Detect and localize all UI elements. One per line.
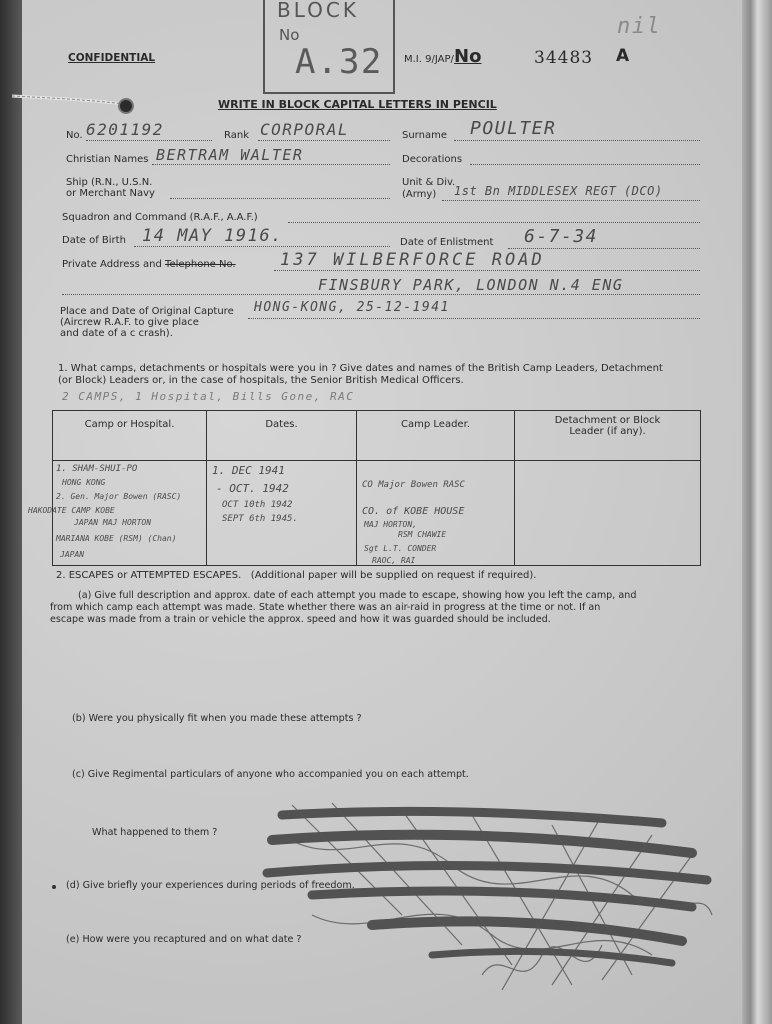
surname-value: POULTER [470, 118, 557, 139]
above-table-note: 2 CAMPS, 1 Hospital, Bills Gone, RAC [62, 390, 355, 403]
leader-entry: Sgt L.T. CONDER [364, 544, 437, 553]
camp-entry: HAKODATE CAMP KOBE [28, 506, 115, 515]
ship-line [170, 198, 390, 199]
leader-entry: MAJ HORTON, [364, 520, 417, 529]
christian-names-label: Christian Names [66, 154, 149, 165]
address-line1 [274, 270, 700, 271]
surname-line [454, 140, 700, 141]
section2-c: (c) Give Regimental particulars of anyone who accompanied you on each attempt. [72, 769, 469, 780]
date-entry: SEPT 6th 1945. [222, 514, 298, 524]
classification-label: CONFIDENTIAL [68, 52, 156, 64]
no-label: No. [66, 130, 83, 141]
address-value-line1: 137 WILBERFORCE ROAD [280, 250, 545, 270]
stamp-no-text: No [279, 26, 300, 44]
date-entry: 1. DEC 1941 [212, 464, 285, 477]
unit-label-line2: (Army) [402, 189, 437, 200]
christian-names-value: BERTRAM WALTER [156, 146, 304, 164]
section2-d: (d) Give briefly your experiences during periods of freedom. [66, 880, 355, 891]
squadron-line [288, 222, 700, 223]
unit-value: 1st Bn MIDDLESEX REGT (DCO) [454, 184, 663, 198]
form-number: 34483 [534, 48, 594, 68]
decorations-line [470, 164, 700, 165]
address-label-text: Private Address and [62, 259, 162, 270]
col-detachment-header: Detachment or Block Leader (if any). [515, 411, 701, 461]
dob-value: 14 MAY 1916. [142, 226, 283, 246]
decorations-label: Decorations [402, 154, 463, 165]
address-value-line2: FINSBURY PARK, LONDON N.4 ENG [318, 276, 624, 294]
capture-label-line1: Place and Date of Original Capture [60, 306, 234, 317]
date-entry: - OCT. 1942 [216, 482, 289, 495]
ship-label-line1: Ship (R.N., U.S.N. [66, 177, 153, 188]
telephone-label-struck: Telephone No. [165, 259, 236, 270]
stamp-block-text: BLOCK [277, 0, 359, 22]
camp-entry: HONG KONG [62, 478, 106, 487]
unit-line [442, 200, 700, 201]
punch-mark [52, 885, 56, 889]
camp-entry: 1. SHAM-SHUI-PO [56, 464, 138, 474]
section2-a-line2: from which camp each attempt was made. State whether there was an air-raid in progress at the time or not. If an [50, 602, 601, 613]
col-leader-header: Camp Leader. [357, 411, 515, 461]
section2-b: (b) Were you physically fit when you made these attempts ? [72, 713, 362, 724]
camps-table-row [53, 461, 701, 566]
dob-line [134, 246, 390, 247]
form-page [22, 0, 742, 1024]
ship-label-line2: or Merchant Navy [66, 188, 155, 199]
leader-entry: CO. of KOBE HOUSE [362, 506, 465, 517]
address-label [62, 259, 236, 270]
enlistment-line [508, 248, 700, 249]
no-line [86, 140, 212, 141]
camp-entry: 2. Gen. Major Bowen (RASC) [56, 492, 182, 501]
service-number: 6201192 [86, 120, 164, 139]
camps-cell [28, 461, 207, 566]
section1-question-line1: 1. What camps, detachments or hospitals were you in ? Give dates and names of the British Camp Leaders, Detachment [58, 363, 663, 374]
detachment-cell [515, 461, 701, 566]
capture-label-line3: and date of a c crash). [60, 328, 173, 339]
leader-entry: RSM CHAWIE [398, 530, 447, 539]
address-line2 [62, 294, 700, 295]
section2-e: (e) How were you recaptured and on what date ? [66, 934, 302, 945]
form-code: M.I. 9/JAP/ [404, 54, 454, 65]
capture-line [248, 318, 700, 319]
block-stamp [263, 0, 395, 94]
section2-title-text: 2. ESCAPES or ATTEMPTED ESCAPES. [56, 570, 242, 581]
section2-a-line1: (a) Give full description and approx. date of each attempt you made to escape, showing how you left the camp, and [78, 590, 637, 601]
date-entry: OCT 10th 1942 [222, 500, 293, 510]
leaders-cell [357, 461, 515, 566]
camps-table [28, 410, 701, 566]
stamp-block-number: A.32 [295, 42, 383, 82]
dob-label: Date of Birth [62, 235, 126, 246]
rank-line [258, 140, 390, 141]
squadron-label: Squadron and Command (R.A.F., A.A.F.) [62, 212, 258, 223]
section2-title-note: (Additional paper will be supplied on request if required). [250, 570, 537, 581]
leader-entry: CO Major Bowen RASC [362, 480, 465, 490]
section2-c-followup: What happened to them ? [92, 827, 218, 838]
enlistment-value: 6-7-34 [524, 226, 599, 247]
capture-label-line2: (Aircrew R.A.F. to give place [60, 317, 199, 328]
section2-title [56, 570, 536, 581]
rank-label: Rank [224, 130, 249, 141]
section1-question-line2: (or Block) Leaders or, in the case of hospitals, the Senior British Medical Officers. [58, 375, 464, 386]
surname-label: Surname [402, 130, 447, 141]
rank-value: CORPORAL [260, 120, 350, 139]
leader-entry: RAOC, RAI [372, 556, 416, 565]
christian-names-line [152, 164, 390, 165]
enlistment-label: Date of Enlistment [400, 237, 494, 248]
punch-hole [118, 98, 134, 114]
camp-entry: JAPAN [60, 550, 85, 559]
form-suffix: A [616, 46, 630, 66]
camp-entry: MARIANA KOBE (RSM) (Chan) [56, 534, 177, 543]
instruction-heading: WRITE IN BLOCK CAPITAL LETTERS IN PENCIL [218, 98, 497, 111]
number-label: No [454, 46, 482, 67]
corner-note: nil [617, 14, 662, 39]
unit-label-line1: Unit & Div. [402, 177, 456, 188]
col-camp-header: Camp or Hospital. [53, 411, 207, 461]
camp-entry: JAPAN MAJ HORTON [74, 518, 152, 527]
dates-cell [207, 461, 357, 566]
col-dates-header: Dates. [207, 411, 357, 461]
section2-a-line3: escape was made from a train or vehicle the approx. speed and how it was guarded should be included. [50, 614, 551, 625]
capture-value: HONG-KONG, 25-12-1941 [254, 300, 450, 315]
camps-table-header [53, 411, 701, 461]
crossed-out-scribble [252, 795, 722, 995]
